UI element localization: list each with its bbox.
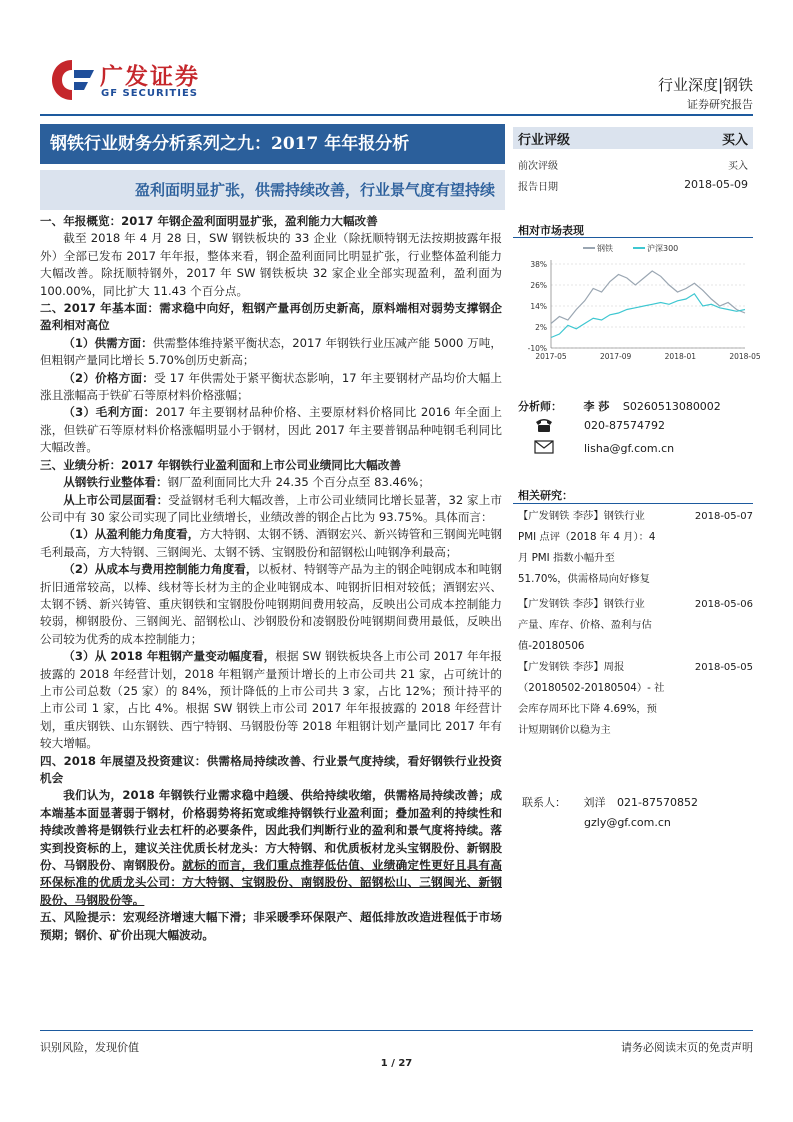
paragraph-industry: 从钢铁行业整体看：钢厂盈利面同比大升 24.35 个百分点至 83.46%； (63, 475, 430, 490)
analyst-id: S0260513080002 (622, 400, 721, 413)
phone-icon (534, 417, 554, 433)
rating-value: 买入 (721, 133, 748, 148)
section-heading-5: 五、风险提示：宏观经济增速大幅下滑；非采暖季环保限产、超低排放改造进程低于市场预期；钢价、矿价出现大幅波动。 (40, 910, 502, 942)
paragraph-price: （2）价格方面：受 17 年供需处于紧平衡状态影响，17 年主要钢材产品均价大幅上涨且涨幅高于铁矿石等原材料价格涨幅； (40, 370, 502, 403)
analyst-row (518, 398, 721, 414)
section-heading-4: 四、2018 年展望及投资建议：供需格局持续改善、行业景气度持续，看好钢铁行业投资机会 (40, 753, 502, 785)
report-title: 钢铁行业财务分析系列之九：2017 年年报分析 (40, 124, 505, 164)
footer-divider (40, 1030, 753, 1031)
report-date-value: 2018-05-09 (684, 178, 748, 191)
paragraph-overview: 截至 2018 年 4 月 28 日，SW 钢铁板块的 33 企业（除抚顺特钢无法按期披露年报外）全部已发布 2017 年年报，整体来看，钢企盈利面同比明显扩张，行业整体盈利能力大幅改善。除抚顺特钢外，2017 年 SW 钢铁板块 32 家企业全部实现盈利，盈利面为 100.00%，同比扩大 11.43 个百分点。 (40, 231, 502, 298)
prev-rating-label: 前次评级 (518, 161, 558, 172)
summary-body (40, 213, 502, 944)
label-supply: （1）供需方面： (63, 335, 153, 350)
gf-logo-icon (50, 58, 96, 102)
market-performance-title: 相对市场表现 (518, 224, 584, 237)
logo-text-cn: 广发证券 (100, 64, 200, 90)
contact-phone: 021-87570852 (617, 796, 698, 809)
paragraph-outlook: 我们认为，2018 年钢铁行业需求稳中趋缓、供给持续收缩，供需格局持续改善；成本端基本面显著弱于钢材，价格弱势将拓宽或维持钢铁行业盈利面；叠加盈利的持续性和持续改善将是钢铁行业去杠杆的必要条件，因此我们判断行业的盈利和景气度将持续。落实到投资标的上，建议关注优质长材龙头：方大特钢、和优质板材龙头宝钢股份、新钢股份、马钢股份、南钢股份。就标的而言，我们重点推荐低估值、业绩确定性更好且具有高环保标准的优质龙头公司：方大特钢、宝钢股份、南钢股份、韶钢松山、三钢闽光、新钢股份、马钢股份等。 (40, 788, 502, 907)
page-number: 1 / 27 (380, 1058, 413, 1069)
relative-performance-chart (513, 240, 761, 365)
report-subtitle: 盈利面明显扩张，供需持续改善，行业景气度有望持续 (40, 170, 505, 210)
y-tick-label: 26% (530, 281, 547, 290)
chart-axes (528, 260, 761, 361)
related-date: 2018-05-06 (694, 599, 753, 610)
analyst-name: 李 莎 (583, 400, 610, 413)
contact-email[interactable]: gzly@gf.com.cn (584, 816, 671, 829)
paragraph-output: （3）从 2018 年粗钢产量变动幅度看，根据 SW 钢铁板块各上市公司 2017 年年报披露的 2018 年经营计划，2018 年粗钢产量预计增长的上市公司共 21 家，占可统计的上市公司总数（25 家）的 84%，预计降低的上市公司共 3 家，占比 12%；预计持平的上市公司 1 家，占比 4%。根据 SW 钢铁上市公司 2017 年年报披露的 2018 年经营计划，重庆钢铁、山东钢铁、西宁特钢、马钢股份等 2018 年粗钢计划产量同比 2017 年有较大增幅。 (40, 649, 502, 751)
related-item[interactable]: 【广发钢铁 李莎】周报 2018-05-05 （20180502-20180504）- 社 会库存周环比下降 4.69%，预 计短期钢价以稳为主 (518, 657, 753, 741)
header-divider (40, 114, 753, 116)
market-title-rule (513, 237, 753, 238)
y-tick-label: 2% (535, 323, 547, 332)
y-tick-label: 38% (530, 260, 547, 269)
label-price: （2）价格方面： (63, 370, 155, 385)
x-tick-label: 2017-05 (535, 352, 567, 361)
x-tick-label: 2018-01 (664, 352, 697, 361)
section-heading-3: 三、业绩分析：2017 年钢铁行业盈利面和上市公司业绩同比大幅改善 (40, 457, 401, 472)
y-tick-label: -10% (527, 344, 547, 353)
paragraph-cost: （2）从成本与费用控制能力角度看，以板材、特钢等产品为主的钢企吨钢成本和吨钢折旧通常较高，以棒、线材等长材为主的企业吨钢成本、吨钢折旧相对较低；酒钢宏兴、太钢不锈、新兴铸管、重庆钢铁和宝钢股份吨钢期间费用较高，反映出公司成本控制能力较弱，柳钢股份、三钢闽光、韶钢松山、沙钢股份和凌钢股份吨钢期间费用最低，反映出公司较为优秀的成本控制能力； (40, 562, 502, 646)
chart-lines (551, 271, 745, 338)
prev-rating-value: 买入 (728, 161, 748, 172)
logo-text-en: GF SECURITIES (101, 88, 199, 99)
section-heading-2: 二、2017 年基本面：需求稳中向好，粗钢产量再创历史新高，原料端相对弱势支撑钢企盈利相对高位 (40, 301, 502, 333)
x-tick-label: 2017-09 (599, 352, 632, 361)
related-research-title: 相关研究： (518, 489, 573, 502)
paragraph-listed: 从上市公司层面看：受益钢材毛利大幅改善，上市公司业绩同比增长显著，32 家上市公司中有 30 家公司实现了同比业绩增长，业绩改善的钢企占比为 93.75%。具体而言： (40, 492, 502, 524)
report-category: 行业深度|钢铁 (657, 76, 753, 94)
rating-label: 行业评级 (518, 133, 571, 148)
footer-disclaimer: 请务必阅读末页的免责声明 (621, 1041, 753, 1054)
related-date: 2018-05-07 (694, 511, 753, 522)
label-margin: （3）毛利方面： (63, 405, 156, 420)
series-line-steel (551, 271, 745, 324)
email-icon (534, 440, 554, 454)
related-title-rule (513, 503, 753, 504)
report-date-label: 报告日期 (518, 182, 558, 193)
paragraph-profitability: （1）从盈利能力角度看，方大特钢、太钢不锈、酒钢宏兴、新兴铸管和三钢闽光吨钢毛利最高，方大特钢、三钢闽光、太钢不锈、宝钢股份和韶钢松山吨钢净利最高； (40, 527, 502, 559)
paragraph-margin: （3）毛利方面：2017 年主要钢材品种价格、主要原材料价格同比 2016 年全面上涨，但铁矿石等原材料价格涨幅明显小于钢材，因此 2017 年主要普钢品种吨钢毛利同比大幅改善。 (40, 405, 502, 455)
related-date: 2018-05-05 (694, 662, 753, 673)
contact-row (522, 794, 698, 810)
related-item[interactable]: 【广发钢铁 李莎】钢铁行业 2018-05-06 产量、库存、价格、盈利与估 值-20180506 (518, 594, 753, 657)
legend-label: 钢铁 (597, 244, 613, 253)
related-item[interactable]: 【广发钢铁 李莎】钢铁行业 2018-05-07 PMI 点评（2018 年 4 月）：4 月 PMI 指数小幅升至 51.70%，供需格局向好修复 (518, 506, 753, 590)
contact-label: 联系人： (522, 796, 566, 809)
footer-slogan: 识别风险，发现价值 (40, 1041, 139, 1054)
series-line-hs300 (551, 294, 745, 338)
y-tick-label: 14% (530, 302, 547, 311)
chart-legend (583, 243, 678, 253)
analyst-email[interactable]: lisha@gf.com.cn (584, 442, 675, 455)
analyst-phone: 020-87574792 (584, 419, 665, 432)
paragraph-supply: （1）供需方面：供需整体维持紧平衡状态，2017 年钢铁行业压减产能 5000 万吨，但粗钢产量同比增长 5.70%创历史新高； (40, 335, 502, 368)
section-heading-1: 一、年报概览：2017 年钢企盈利面明显扩张，盈利能力大幅改善 (40, 214, 378, 228)
contact-name: 刘洋 (583, 796, 606, 809)
report-type: 证券研究报告 (687, 98, 753, 111)
x-tick-label: 2018-05 (729, 352, 761, 361)
legend-label: 沪深300 (647, 244, 679, 253)
analyst-label: 分析师： (518, 400, 562, 413)
